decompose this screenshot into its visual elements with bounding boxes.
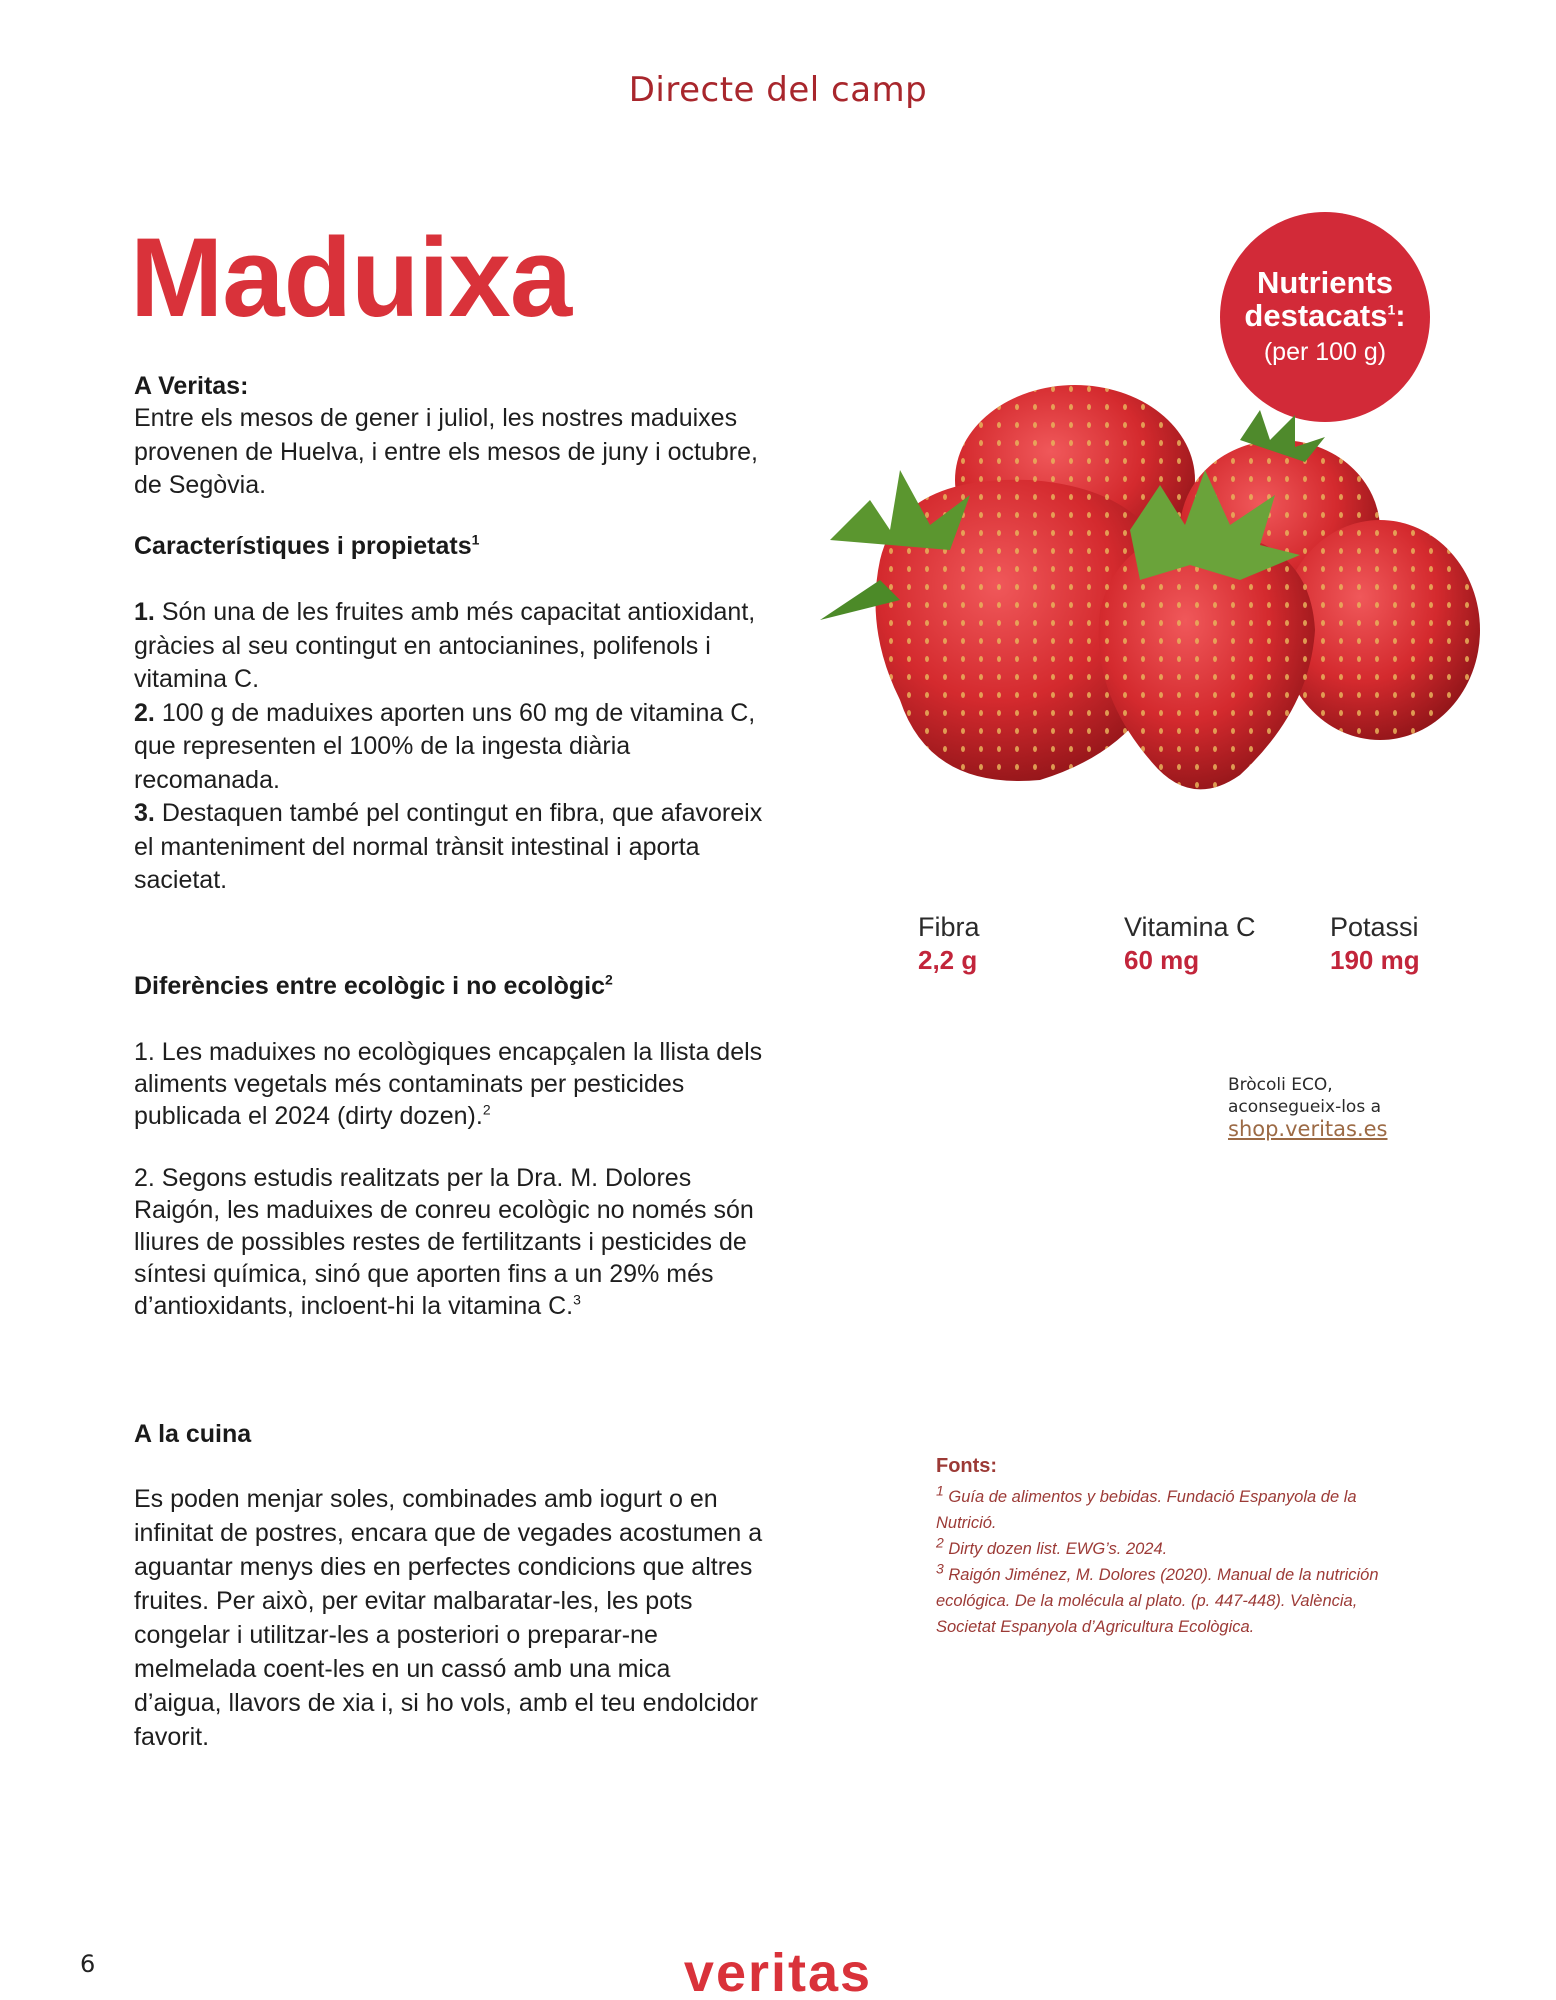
eco-item-2 xyxy=(134,1162,764,1322)
shop-note-line2: aconsegueix-los a xyxy=(1228,1097,1381,1117)
properties-list xyxy=(134,596,764,898)
sources-title: Fonts: xyxy=(936,1455,998,1477)
badge-subtitle: (per 100 g) xyxy=(1263,338,1387,366)
list-item-text: Destaquen també pel contingut en fibra, que afavoreix el manteniment del normal trànsit intestinal i aporta sacietat. xyxy=(134,799,763,894)
shop-note-line1: Bròcoli ECO, xyxy=(1228,1075,1333,1095)
nutrient-value: 2,2 g xyxy=(918,945,978,975)
badge-line2: destacats xyxy=(1244,298,1388,333)
nutrient-potassi xyxy=(1330,912,1420,976)
badge-title xyxy=(1220,266,1430,332)
nutrient-vitamina-c xyxy=(1124,912,1256,976)
shop-note xyxy=(1228,1074,1388,1142)
list-item-text: Són una de les fruites amb més capacitat antioxidant, gràcies al seu contingut en antocianines, polifenols i vitamina C. xyxy=(134,598,756,693)
source-text: Raigón Jiménez, M. Dolores (2020). Manual de la nutrición ecológica. De la molécula al plato. (p. 447-448). València, Societat Espanyola d’Agricultura Ecològica. xyxy=(936,1566,1379,1636)
origin-text: Entre els mesos de gener i juliol, les nostres maduixes provenen de Huelva, i entre els mesos de juny i octubre, de Segòvia. xyxy=(134,404,758,499)
sources xyxy=(936,1455,1406,1640)
section-header: Directe del camp xyxy=(628,70,928,110)
nutrient-label: Vitamina C xyxy=(1124,912,1256,942)
page-number: 6 xyxy=(80,1950,96,1978)
strawberries-photo xyxy=(810,380,1490,820)
source-text: Guía de alimentos y bebidas. Fundació Espanyola de la Nutrició. xyxy=(936,1488,1357,1532)
list-item-number: 1. xyxy=(134,598,155,626)
eco-item-text: 2. Segons estudis realitzats per la Dra. M. Dolores Raigón, les maduixes de conreu ecològic no només són lliures de possibles restes de fertilitzants i pesticides de síntesi química, sinó que aporten fins a un 29% més d’antioxidants, incloent-hi la vitamina C. xyxy=(134,1164,754,1320)
source-text: Dirty dozen list. EWG’s. 2024. xyxy=(948,1540,1168,1558)
eco-item-1 xyxy=(134,1036,764,1132)
veritas-logo: veritas xyxy=(683,1943,873,2000)
nutrient-label: Potassi xyxy=(1330,912,1419,942)
nutrient-label: Fibra xyxy=(918,912,980,942)
properties-heading-sup: 1 xyxy=(471,531,480,548)
source-sup: 3 xyxy=(936,1560,944,1577)
list-item-text: 100 g de maduixes aporten uns 60 mg de vitamina C, que representen el 100% de la ingesta diària recomanada. xyxy=(134,698,756,794)
kitchen-heading: A la cuina xyxy=(134,1420,252,1448)
source-item xyxy=(936,1536,1406,1562)
list-item-number: 3. xyxy=(134,799,155,827)
eco-item-sup: 3 xyxy=(573,1291,581,1308)
list-item-number: 2. xyxy=(134,698,155,727)
nutrient-value: 60 mg xyxy=(1124,945,1200,975)
list-item xyxy=(134,797,764,898)
eco-heading-text: Diferències entre ecològic i no ecològic xyxy=(134,972,605,1000)
source-sup: 1 xyxy=(936,1482,944,1499)
properties-heading-text: Característiques i propietats xyxy=(134,532,472,560)
nutrient-value: 190 mg xyxy=(1330,945,1420,975)
badge-sup: 1 xyxy=(1387,301,1396,318)
source-item xyxy=(936,1562,1406,1640)
eco-item-text: 1. Les maduixes no ecològiques encapçalen la llista dels aliments vegetals més contaminats per pesticides publicada el 2024 (dirty dozen). xyxy=(134,1038,763,1130)
kitchen-text: Es poden menjar soles, combinades amb iogurt o en infinitat de postres, encara que de vegades acostumen a aguantar menys dies en perfectes condicions que altres fruites. Per això, per evitar malbaratar-les, les pots congelar i utilitzar-les a posteriori o preparar-ne melmelada coent-les en un cassó amb una mica d’aigua, llavors de xia i, si ho vols, amb el teu endolcidor favorit. xyxy=(134,1485,763,1751)
list-item xyxy=(134,697,764,798)
nutrient-fibra xyxy=(918,912,980,976)
shop-link[interactable]: shop.veritas.es xyxy=(1228,1117,1388,1141)
eco-item-sup: 2 xyxy=(482,1101,491,1118)
eco-heading xyxy=(134,972,764,1001)
origin-heading: A Veritas: xyxy=(134,372,249,400)
eco-heading-sup: 2 xyxy=(604,971,613,988)
badge-line1: Nutrients xyxy=(1256,265,1394,300)
badge-colon: : xyxy=(1395,298,1406,333)
list-item xyxy=(134,596,764,697)
source-sup: 2 xyxy=(936,1534,944,1551)
source-item xyxy=(936,1484,1406,1536)
page-title: Maduixa xyxy=(130,215,572,340)
properties-heading xyxy=(134,532,764,561)
